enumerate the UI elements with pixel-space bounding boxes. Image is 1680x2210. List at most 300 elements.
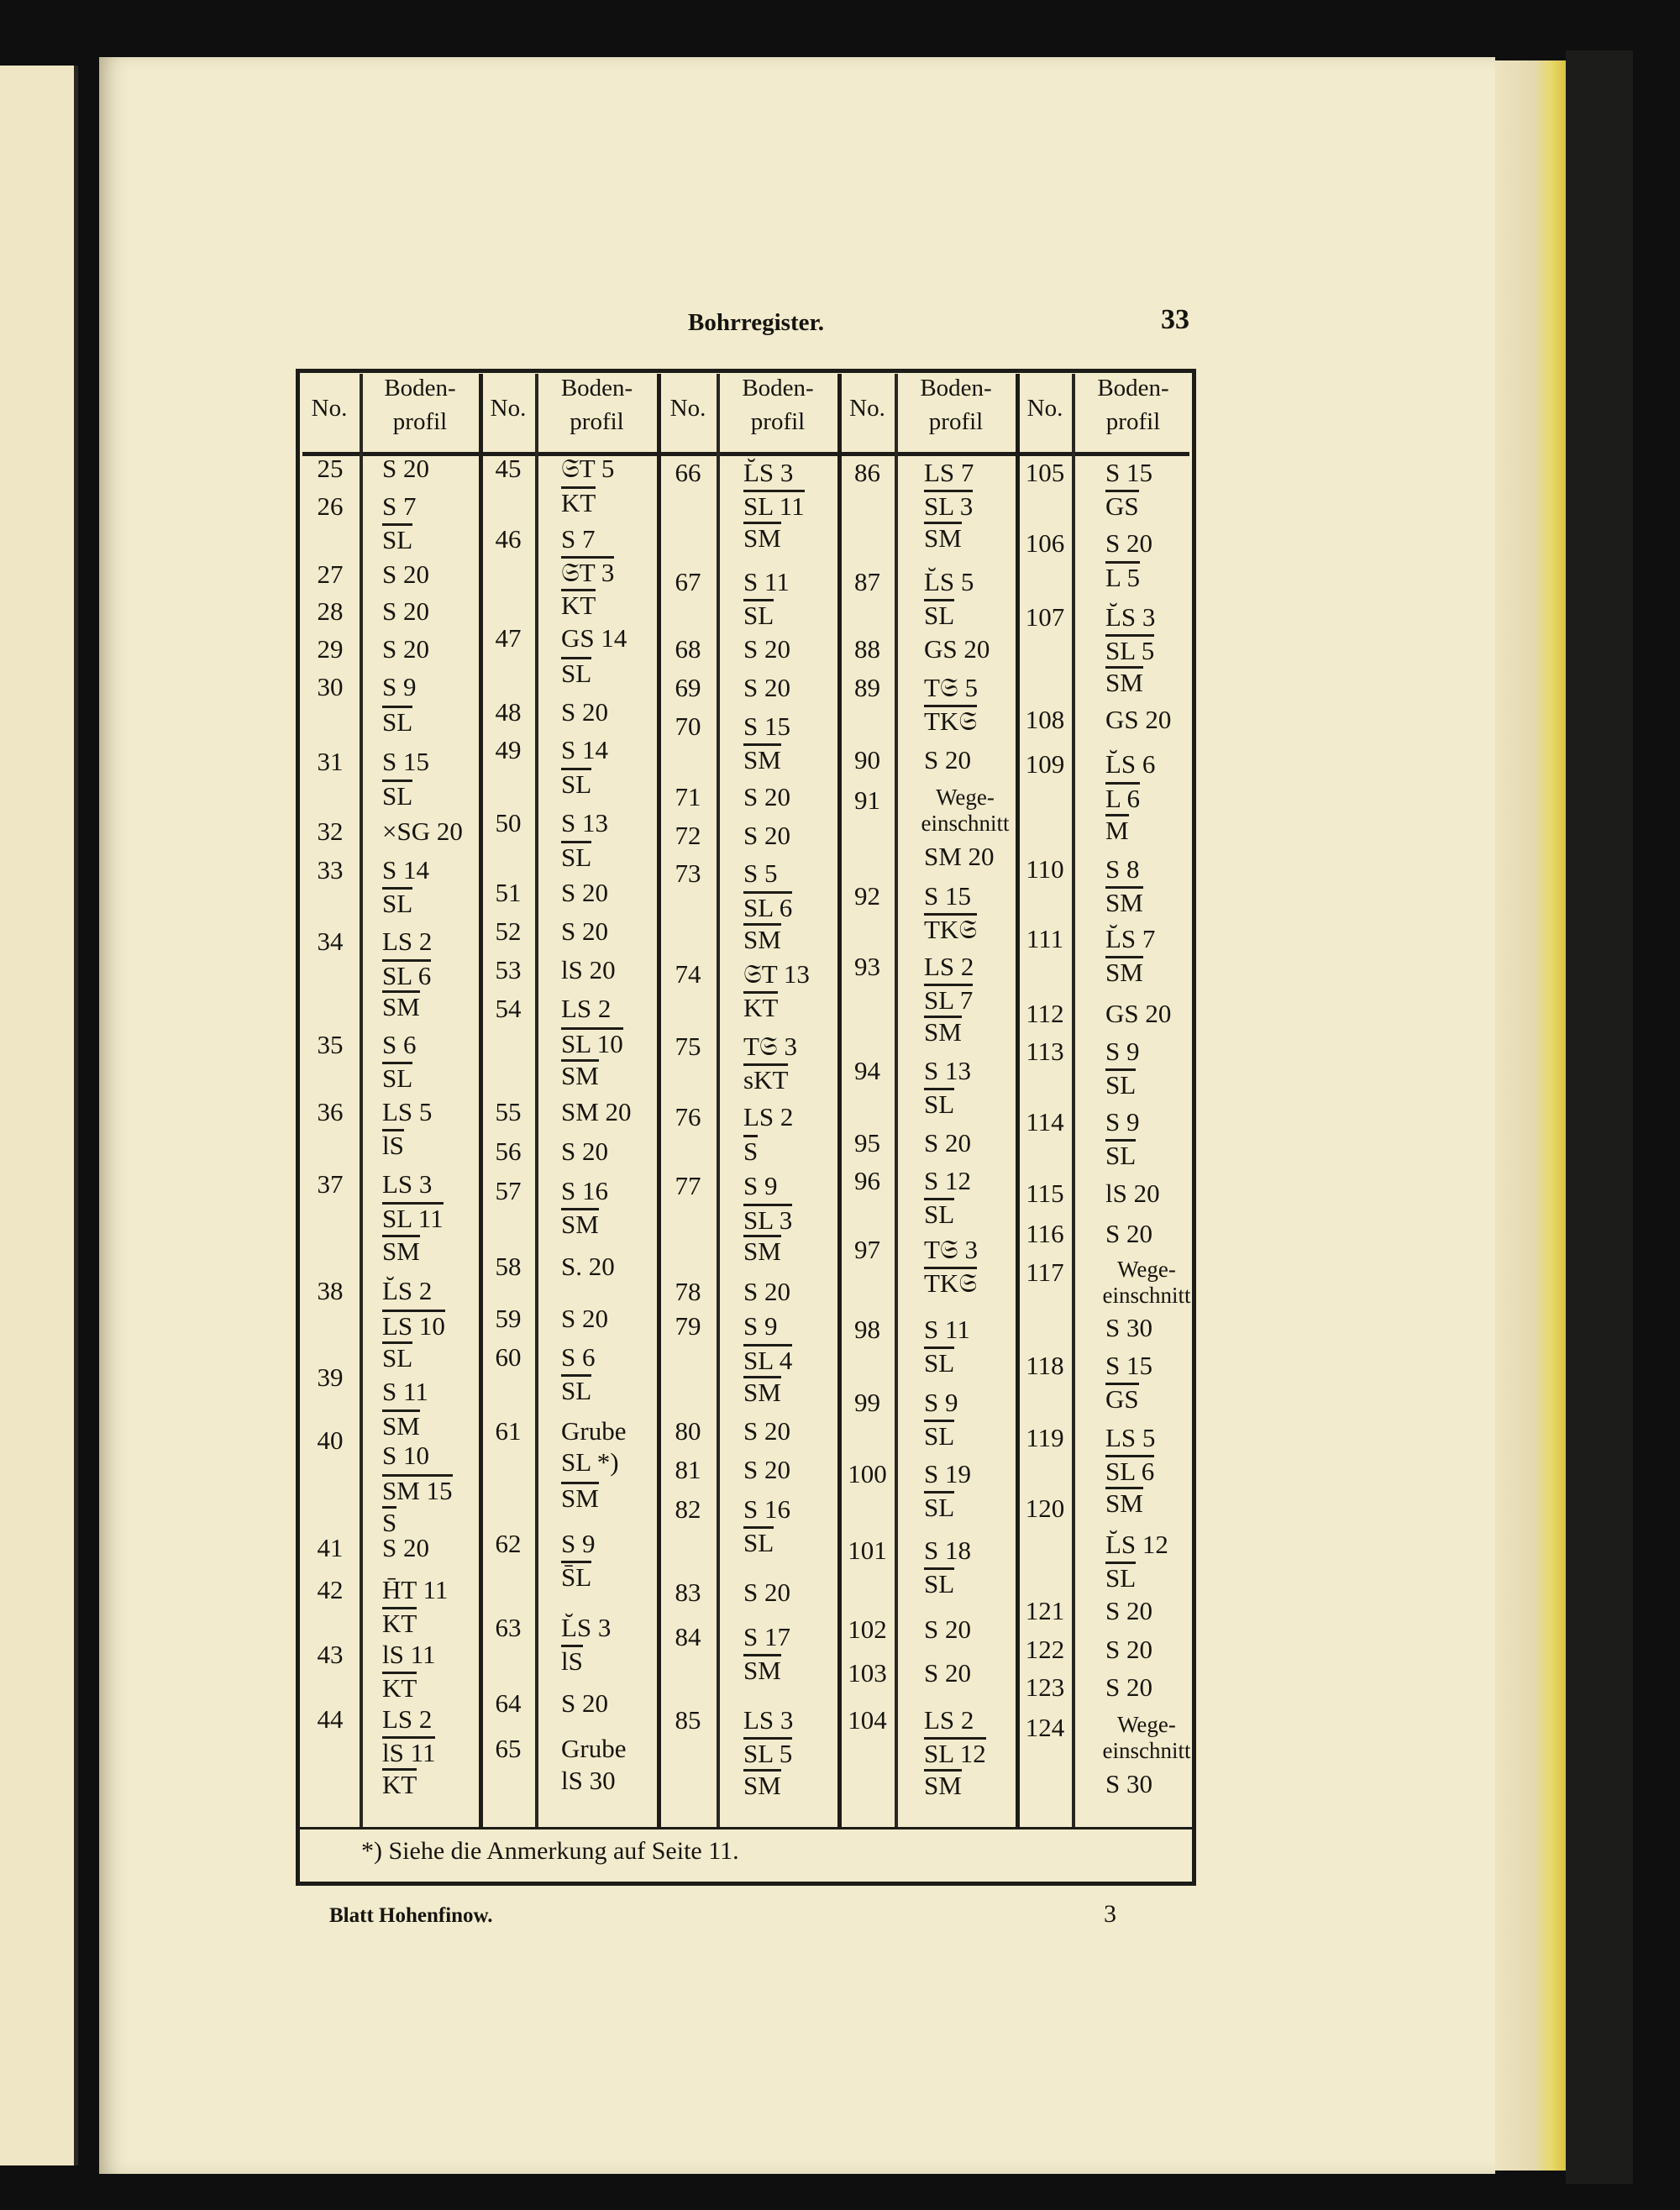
soil-profile: SM xyxy=(1105,888,1143,917)
soil-profile: SL xyxy=(1105,1141,1137,1170)
book-cover xyxy=(1566,50,1633,2184)
soil-profile: S 20 xyxy=(1105,1672,1152,1702)
soil-profile: LS 7 xyxy=(924,458,974,487)
soil-profile: SL xyxy=(924,1089,955,1119)
boring-number: 88 xyxy=(854,634,880,664)
boring-number: 119 xyxy=(1026,1423,1064,1452)
footnote: *) Siehe die Anmerkung auf Seite 11. xyxy=(361,1837,739,1865)
boring-number: 90 xyxy=(854,745,880,774)
boring-number: 116 xyxy=(1026,1219,1064,1248)
soil-profile: S 18 xyxy=(924,1535,971,1565)
soil-profile: S 20 xyxy=(382,596,429,626)
soil-profile: L 6 xyxy=(1105,784,1141,813)
soil-profile: GS xyxy=(1105,491,1139,521)
column-divider xyxy=(895,374,898,1827)
soil-profile: S 20 xyxy=(743,1577,790,1607)
boring-number: 67 xyxy=(675,567,701,596)
soil-profile: S 20 xyxy=(924,1658,971,1688)
soil-profile: S 20 xyxy=(382,454,429,483)
boring-number: 32 xyxy=(317,816,344,846)
soil-profile: Grube xyxy=(561,1734,627,1763)
soil-profile: S 20 xyxy=(924,1128,971,1157)
soil-profile: SL 10 xyxy=(561,1029,623,1058)
boring-number: 29 xyxy=(317,634,344,664)
boring-number: 69 xyxy=(675,673,701,702)
boring-number: 44 xyxy=(317,1704,344,1734)
soil-profile: L̆S 3 xyxy=(561,1613,612,1642)
soil-profile: SM 15 xyxy=(382,1476,453,1505)
boring-number: 94 xyxy=(854,1056,880,1085)
soil-profile: S 9 xyxy=(1105,1107,1140,1136)
header-boden: Boden- profil xyxy=(920,375,992,435)
soil-profile: SM xyxy=(743,1656,781,1685)
soil-profile: LS 2 xyxy=(924,952,974,981)
soil-profile: Wege- xyxy=(936,785,995,810)
boring-number: 82 xyxy=(675,1494,701,1524)
soil-profile: SM xyxy=(1105,668,1143,697)
soil-profile: L̆S 7 xyxy=(1105,924,1156,953)
soil-profile: LS 2 xyxy=(561,994,612,1023)
soil-profile: SM xyxy=(743,1771,781,1800)
header-no: No. xyxy=(849,395,885,422)
soil-profile: S 20 xyxy=(1105,1219,1152,1248)
boring-number: 48 xyxy=(495,697,522,727)
soil-profile: S 10 xyxy=(382,1441,429,1470)
column-divider xyxy=(717,374,720,1827)
boring-number: 38 xyxy=(317,1276,344,1305)
page-edge xyxy=(1495,60,1566,2171)
soil-profile: S 19 xyxy=(924,1459,971,1488)
soil-profile: SM xyxy=(743,925,781,954)
soil-profile: GS 20 xyxy=(1105,999,1172,1028)
boring-number: 81 xyxy=(675,1455,701,1484)
soil-profile: sKT xyxy=(743,1065,789,1095)
boring-number: 31 xyxy=(317,747,344,776)
boring-number: 111 xyxy=(1026,924,1064,953)
soil-profile: SM xyxy=(924,1771,962,1800)
boring-number: 49 xyxy=(495,735,522,764)
soil-profile: SL xyxy=(561,843,592,872)
soil-profile: SL 6 xyxy=(382,961,432,990)
soil-profile: SL 3 xyxy=(924,491,974,521)
soil-profile: T𝔖 3 xyxy=(743,1032,797,1061)
soil-profile: SL 6 xyxy=(1105,1457,1155,1486)
boring-number: 115 xyxy=(1026,1178,1064,1208)
boring-number: 26 xyxy=(317,491,344,521)
soil-profile: S 20 xyxy=(924,745,971,774)
soil-profile: SL xyxy=(924,1348,955,1378)
soil-profile: S 16 xyxy=(561,1176,608,1205)
boring-number: 77 xyxy=(675,1171,701,1200)
sheet-name: Blatt Hohenfinow. xyxy=(329,1904,493,1927)
soil-profile: SL xyxy=(924,1199,955,1229)
boring-number: 114 xyxy=(1026,1107,1064,1136)
soil-profile: KT xyxy=(561,488,596,517)
boring-number: 112 xyxy=(1026,999,1064,1028)
boring-number: 34 xyxy=(317,927,344,956)
soil-profile: S 14 xyxy=(561,735,608,764)
soil-profile: S 20 xyxy=(382,634,429,664)
soil-profile: LS 2 xyxy=(743,1102,794,1131)
soil-profile: LS 3 xyxy=(382,1169,433,1199)
soil-profile: SL 11 xyxy=(743,491,805,521)
header-boden: Boden- profil xyxy=(384,375,456,435)
soil-profile: SM xyxy=(1105,958,1143,987)
soil-profile: SL xyxy=(382,1063,413,1093)
soil-profile: GS 20 xyxy=(924,634,990,664)
boring-number: 106 xyxy=(1025,528,1065,558)
boring-number: 56 xyxy=(495,1136,522,1166)
header-boden: Boden- profil xyxy=(560,375,633,435)
header-no: No. xyxy=(490,395,527,422)
boring-number: 62 xyxy=(495,1529,522,1558)
boring-number: 50 xyxy=(495,808,522,837)
soil-profile: einschnitt xyxy=(1102,1738,1191,1763)
soil-profile: SL xyxy=(561,1376,592,1405)
soil-profile: M xyxy=(1105,816,1129,845)
page-number: 33 xyxy=(1161,304,1189,335)
soil-profile: S 13 xyxy=(561,808,608,837)
soil-profile: GS 14 xyxy=(561,623,627,653)
soil-profile: S 15 xyxy=(382,747,429,776)
boring-number: 74 xyxy=(675,959,701,989)
soil-profile: TK𝔖 xyxy=(924,1268,978,1298)
boring-number: 54 xyxy=(495,994,522,1023)
header-boden: Boden- profil xyxy=(1097,375,1169,435)
soil-profile: SM xyxy=(561,1210,599,1239)
soil-profile: S 11 xyxy=(924,1315,970,1344)
boring-number: 57 xyxy=(495,1176,522,1205)
soil-profile: S 11 xyxy=(743,567,790,596)
boring-number: 41 xyxy=(317,1533,344,1562)
boring-number: 85 xyxy=(675,1705,701,1735)
boring-number: 103 xyxy=(848,1658,887,1688)
soil-profile: lS 20 xyxy=(1105,1178,1160,1208)
soil-profile: S 20 xyxy=(561,697,608,727)
soil-profile: LS 2 xyxy=(924,1705,974,1735)
soil-profile: S 20 xyxy=(743,1277,790,1306)
soil-profile: L 5 xyxy=(1105,563,1141,592)
boring-number: 108 xyxy=(1025,705,1065,734)
soil-profile: SL 5 xyxy=(743,1739,793,1768)
boring-number: 123 xyxy=(1025,1672,1065,1702)
soil-profile: T𝔖 5 xyxy=(924,673,978,702)
footnote-rule xyxy=(299,1827,1193,1829)
boring-number: 117 xyxy=(1026,1257,1064,1287)
boring-number: 25 xyxy=(317,454,344,483)
soil-profile: S 9 xyxy=(743,1171,778,1200)
soil-profile: S 20 xyxy=(743,821,790,850)
boring-number: 68 xyxy=(675,634,701,664)
boring-number: 83 xyxy=(675,1577,701,1607)
soil-profile: SM 20 xyxy=(561,1097,632,1126)
boring-number: 100 xyxy=(848,1459,887,1488)
soil-profile: S 9 xyxy=(743,1311,778,1341)
soil-profile: SM xyxy=(561,1483,599,1513)
soil-profile: SM 20 xyxy=(924,842,995,871)
header-no: No. xyxy=(311,395,348,422)
soil-profile: LS 5 xyxy=(382,1097,433,1126)
soil-profile: Grube xyxy=(561,1416,627,1446)
soil-profile: S 20 xyxy=(743,634,790,664)
soil-profile: SL 12 xyxy=(924,1739,986,1768)
boring-number: 86 xyxy=(854,458,880,487)
boring-number: 107 xyxy=(1025,602,1065,632)
boring-number: 28 xyxy=(317,596,344,626)
soil-profile: L̆S 5 xyxy=(924,567,974,596)
soil-profile: KT xyxy=(382,1609,417,1638)
soil-profile: S̄L xyxy=(561,1562,592,1592)
soil-profile: LS 2 xyxy=(382,1704,433,1734)
soil-profile: S 9 xyxy=(924,1388,958,1417)
soil-profile: SL xyxy=(924,1569,955,1598)
column-divider xyxy=(1072,374,1075,1827)
soil-profile: SM xyxy=(1105,1488,1143,1518)
soil-profile: S 20 xyxy=(561,1688,608,1718)
boring-number: 109 xyxy=(1025,749,1065,779)
boring-number: 91 xyxy=(854,785,880,815)
soil-profile: SL 3 xyxy=(743,1205,793,1235)
soil-profile: ×SG 20 xyxy=(382,816,463,846)
boring-number: 80 xyxy=(675,1416,701,1446)
soil-profile: S 6 xyxy=(382,1030,417,1059)
soil-profile: SL xyxy=(1105,1563,1137,1593)
soil-profile: TK𝔖 xyxy=(924,706,978,736)
boring-number: 35 xyxy=(317,1030,344,1059)
soil-profile: GS 20 xyxy=(1105,705,1172,734)
soil-profile: T𝔖 3 xyxy=(924,1235,978,1264)
boring-number: 53 xyxy=(495,955,522,984)
soil-profile: SM xyxy=(382,1411,420,1441)
boring-number: 65 xyxy=(495,1734,522,1763)
soil-profile: S 20 xyxy=(561,916,608,946)
header-no: No. xyxy=(669,395,706,422)
soil-profile: S 8 xyxy=(1105,854,1140,884)
soil-profile: SL xyxy=(382,525,413,554)
boring-number: 113 xyxy=(1026,1037,1064,1066)
boring-number: 124 xyxy=(1025,1713,1065,1742)
boring-number: 70 xyxy=(675,711,701,741)
soil-profile: L̆S 12 xyxy=(1105,1530,1168,1559)
soil-profile: S 11 xyxy=(382,1377,428,1406)
soil-profile: S 20 xyxy=(1105,1635,1152,1664)
soil-profile: S 9 xyxy=(382,672,417,701)
soil-profile: S 20 xyxy=(743,673,790,702)
soil-profile: SM xyxy=(743,745,781,774)
soil-profile: S 16 xyxy=(743,1494,790,1524)
boring-number: 52 xyxy=(495,916,522,946)
header-no: No. xyxy=(1026,395,1063,422)
soil-profile: lS 20 xyxy=(561,955,616,984)
soil-profile: S 9 xyxy=(561,1529,596,1558)
boring-number: 51 xyxy=(495,878,522,907)
boring-number: 63 xyxy=(495,1613,522,1642)
boring-number: 89 xyxy=(854,673,880,702)
boring-number: 59 xyxy=(495,1304,522,1333)
soil-profile: KT xyxy=(743,993,779,1022)
boring-number: 84 xyxy=(675,1622,701,1651)
soil-profile: L̆S 3 xyxy=(1105,602,1156,632)
soil-profile: SM xyxy=(561,1061,599,1090)
soil-profile: H̄T 11 xyxy=(382,1575,449,1604)
soil-profile: SL 7 xyxy=(924,985,974,1015)
boring-number: 61 xyxy=(495,1416,522,1446)
soil-profile: einschnitt xyxy=(1102,1283,1191,1308)
column-divider xyxy=(837,374,842,1827)
soil-profile: S 15 xyxy=(924,881,971,911)
boring-number: 78 xyxy=(675,1277,701,1306)
soil-profile: L̆S 3 xyxy=(743,458,794,487)
header-boden: Boden- profil xyxy=(742,375,814,435)
soil-profile: SM xyxy=(743,523,781,553)
boring-number: 105 xyxy=(1025,458,1065,487)
soil-profile: 𝔖T 13 xyxy=(743,959,810,989)
soil-profile: SL 4 xyxy=(743,1346,793,1375)
soil-profile: S xyxy=(743,1136,759,1166)
soil-profile: SL xyxy=(561,769,592,799)
boring-number: 104 xyxy=(848,1705,887,1735)
soil-profile: SL xyxy=(743,1528,774,1557)
soil-profile: S 20 xyxy=(1105,1596,1152,1625)
page-header-title: Bohrregister. xyxy=(688,309,824,336)
soil-profile: SL xyxy=(382,707,413,737)
boring-number: 58 xyxy=(495,1252,522,1281)
soil-profile: TK𝔖 xyxy=(924,915,978,944)
soil-profile: SM xyxy=(743,1378,781,1407)
soil-profile: LS 5 xyxy=(1105,1423,1156,1452)
soil-profile: lS 11 xyxy=(382,1640,436,1669)
column-divider xyxy=(360,374,363,1827)
soil-profile: S 5 xyxy=(743,858,778,888)
soil-profile: KT xyxy=(382,1770,417,1799)
boring-number: 75 xyxy=(675,1032,701,1061)
boring-number: 64 xyxy=(495,1688,522,1718)
soil-profile: GS xyxy=(1105,1384,1139,1414)
boring-number: 36 xyxy=(317,1097,344,1126)
soil-profile: KT xyxy=(561,591,596,620)
boring-number: 47 xyxy=(495,623,522,653)
boring-number: 93 xyxy=(854,952,880,981)
boring-number: 99 xyxy=(854,1388,880,1417)
boring-number: 46 xyxy=(495,524,522,554)
soil-profile: S 20 xyxy=(743,1416,790,1446)
boring-number: 76 xyxy=(675,1102,701,1131)
boring-number: 42 xyxy=(317,1575,344,1604)
soil-profile: Wege- xyxy=(1117,1712,1176,1737)
soil-profile: L̆S 6 xyxy=(1105,749,1156,779)
boring-number: 102 xyxy=(848,1614,887,1644)
boring-number: 95 xyxy=(854,1128,880,1157)
soil-profile: S 7 xyxy=(382,491,417,521)
soil-profile: SL xyxy=(924,1421,955,1451)
soil-profile: SL xyxy=(924,1493,955,1522)
boring-number: 121 xyxy=(1025,1596,1065,1625)
soil-profile: L̆S 2 xyxy=(382,1276,433,1305)
soil-profile: S 20 xyxy=(561,1136,608,1166)
soil-profile: S 30 xyxy=(1105,1313,1152,1342)
soil-profile: SM xyxy=(924,1017,962,1047)
boring-number: 43 xyxy=(317,1640,344,1669)
soil-profile: SL 11 xyxy=(382,1204,444,1233)
boring-number: 27 xyxy=(317,559,344,589)
soil-profile: 𝔖T 3 xyxy=(561,558,615,587)
soil-profile: SL xyxy=(382,889,413,918)
boring-number: 55 xyxy=(495,1097,522,1126)
soil-profile: S 20 xyxy=(1105,528,1152,558)
boring-number: 37 xyxy=(317,1169,344,1199)
boring-number: 79 xyxy=(675,1311,701,1341)
soil-profile: S 30 xyxy=(1105,1769,1152,1798)
boring-number: 120 xyxy=(1025,1493,1065,1523)
boring-number: 30 xyxy=(317,672,344,701)
boring-number: 110 xyxy=(1026,854,1064,884)
soil-profile: SL xyxy=(561,659,592,688)
soil-profile: SL *) xyxy=(561,1447,619,1477)
boring-number: 60 xyxy=(495,1342,522,1372)
soil-profile: S 20 xyxy=(924,1614,971,1644)
soil-profile: SM xyxy=(743,1236,781,1266)
soil-profile: SM xyxy=(924,523,962,553)
soil-profile: SL 6 xyxy=(743,893,793,922)
column-divider xyxy=(479,374,483,1827)
soil-profile: S 6 xyxy=(561,1342,596,1372)
soil-profile: lS xyxy=(561,1646,583,1676)
soil-profile: SL xyxy=(382,781,413,811)
soil-profile: SL xyxy=(382,1343,413,1373)
soil-profile: S 15 xyxy=(743,711,790,741)
boring-number: 96 xyxy=(854,1166,880,1195)
soil-profile: S 20 xyxy=(561,1304,608,1333)
boring-number: 40 xyxy=(317,1425,344,1455)
column-divider xyxy=(657,374,661,1827)
soil-profile: S 15 xyxy=(1105,458,1152,487)
left-page xyxy=(0,66,78,2165)
soil-profile: S 20 xyxy=(743,782,790,811)
soil-profile: S 12 xyxy=(924,1166,971,1195)
soil-profile: S 20 xyxy=(743,1455,790,1484)
column-divider xyxy=(535,374,538,1827)
boring-number: 98 xyxy=(854,1315,880,1344)
boring-number: 72 xyxy=(675,821,701,850)
soil-profile: S xyxy=(382,1508,397,1537)
soil-profile: LS 2 xyxy=(382,927,433,956)
soil-profile: lS 11 xyxy=(382,1738,436,1767)
boring-number: 45 xyxy=(495,454,522,483)
soil-profile: SL xyxy=(924,601,955,630)
soil-profile: S 20 xyxy=(382,1533,429,1562)
soil-profile: Wege- xyxy=(1117,1257,1176,1282)
boring-number: 73 xyxy=(675,858,701,888)
soil-profile: S 20 xyxy=(561,878,608,907)
soil-profile: SM xyxy=(382,992,420,1021)
soil-profile: SL xyxy=(743,601,774,630)
soil-profile: lS xyxy=(382,1131,404,1160)
soil-profile: SL 5 xyxy=(1105,636,1155,665)
soil-profile: LS 3 xyxy=(743,1705,794,1735)
boring-number: 66 xyxy=(675,458,701,487)
boring-number: 39 xyxy=(317,1362,344,1392)
soil-profile: LS 10 xyxy=(382,1311,445,1341)
soil-profile: S. 20 xyxy=(561,1252,615,1281)
boring-number: 101 xyxy=(848,1535,887,1565)
boring-number: 87 xyxy=(854,567,880,596)
boring-number: 33 xyxy=(317,855,344,885)
soil-profile: lS 30 xyxy=(561,1766,616,1795)
boring-number: 92 xyxy=(854,881,880,911)
boring-number: 97 xyxy=(854,1235,880,1264)
soil-profile: S 17 xyxy=(743,1622,790,1651)
soil-profile: S 7 xyxy=(561,524,596,554)
